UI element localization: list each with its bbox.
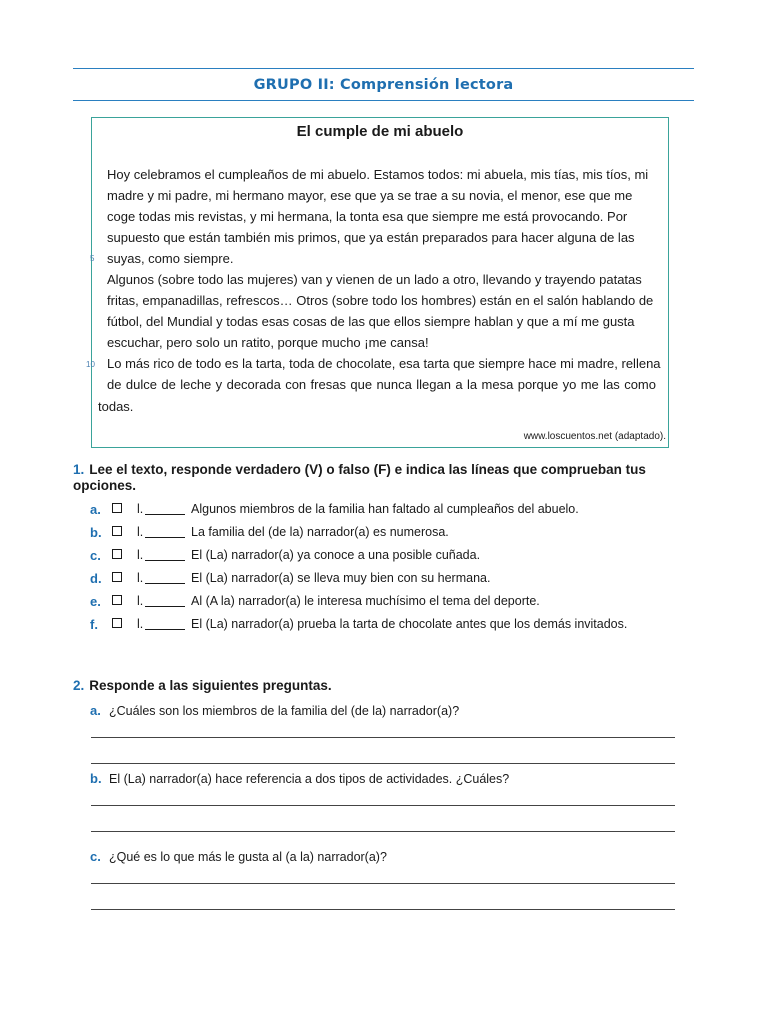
header-top-rule [73, 68, 694, 69]
passage-line: madre y mi padre, mi hermano mayor, ese que ya se trae a su novia, el menor, ese que me [107, 188, 633, 203]
item-letter: e. [90, 594, 101, 609]
answer-line[interactable] [91, 883, 675, 884]
passage-line: Algunos (sobre todo las mujeres) van y vienen de un lado a otro, llevando y trayendo patatas [107, 272, 642, 287]
item-letter: d. [90, 571, 102, 586]
passage-line: todas. [98, 399, 134, 414]
answer-line[interactable] [91, 805, 675, 806]
question-prompt: ¿Qué es lo que más le gusta al (a la) narrador(a)? [109, 850, 387, 864]
question-prompt: El (La) narrador(a) hace referencia a dos tipos de actividades. ¿Cuáles? [109, 772, 510, 786]
answer-line[interactable] [91, 737, 675, 738]
answer-checkbox[interactable] [112, 526, 122, 536]
line-number: 10 [86, 360, 95, 369]
item-letter: a. [90, 703, 101, 718]
item-statement: El (La) narrador(a) prueba la tarta de chocolate antes que los demás invitados. [191, 617, 628, 631]
answer-checkbox[interactable] [112, 572, 122, 582]
line-ref-label: l. [137, 617, 144, 631]
answer-checkbox[interactable] [112, 595, 122, 605]
item-letter: a. [90, 502, 101, 517]
header-bottom-rule [73, 100, 694, 101]
question-text: Responde a las siguientes preguntas. [89, 678, 332, 693]
passage-line: escuchar, pero solo un ratito, porque mucho ¡me cansa! [107, 335, 429, 350]
answer-checkbox[interactable] [112, 618, 122, 628]
item-letter: f. [90, 617, 98, 632]
item-statement: El (La) narrador(a) se lleva muy bien con su hermana. [191, 571, 491, 585]
item-letter: c. [90, 849, 101, 864]
item-statement: El (La) narrador(a) ya conoce a una posible cuñada. [191, 548, 481, 562]
passage-line: Lo más rico de todo es la tarta, toda de chocolate, esa tarta que siempre hace mi madre, rellena [107, 356, 661, 371]
line-ref-label: l. [137, 525, 144, 539]
line-ref-blank[interactable] [145, 537, 185, 538]
line-ref-blank[interactable] [145, 514, 185, 515]
source-credit: www.loscuentos.net (adaptado). [523, 431, 666, 442]
line-number: 5 [90, 254, 95, 263]
item-statement: La familia del (de la) narrador(a) es numerosa. [191, 525, 449, 539]
line-ref-blank[interactable] [145, 629, 185, 630]
line-ref-label: l. [137, 594, 144, 608]
question-number: 2. [73, 678, 85, 693]
line-ref-blank[interactable] [145, 606, 185, 607]
line-ref-blank[interactable] [145, 560, 185, 561]
section-title: GRUPO II: Comprensión lectora [253, 77, 514, 93]
passage-line: de dulce de leche y decorada con fresas que nunca llegan a la mesa porque yo me las como [107, 377, 656, 392]
story-title: El cumple de mi abuelo [296, 123, 464, 140]
answer-checkbox[interactable] [112, 549, 122, 559]
question-number: 1. [73, 462, 85, 477]
passage-line: supuesto que están también mis primos, que ya están preparados para hacer alguna de las [107, 230, 635, 245]
line-ref-label: l. [137, 502, 144, 516]
open-question [90, 703, 459, 718]
item-letter: b. [90, 525, 102, 540]
passage-line: fritas, empanadillas, refrescos… Otros (sobre todo los hombres) están en el salón hablando de [107, 293, 654, 308]
item-letter: c. [90, 548, 101, 563]
line-ref-blank[interactable] [145, 583, 185, 584]
passage-line: suyas, como siempre. [107, 251, 234, 266]
item-statement: Algunos miembros de la familia han faltado al cumpleaños del abuelo. [191, 502, 579, 516]
question-2-heading [73, 678, 673, 694]
answer-line[interactable] [91, 763, 675, 764]
reading-passage-box [91, 117, 669, 448]
passage-line: Hoy celebramos el cumpleaños de mi abuelo. Estamos todos: mi abuela, mis tías, mis tíos, mi [107, 167, 649, 182]
passage-line: fútbol, del Mundial y todas esas cosas de las que ellos siempre hablan y que a mí me gusta [107, 314, 635, 329]
question-prompt: ¿Cuáles son los miembros de la familia del (de la) narrador(a)? [109, 704, 460, 718]
item-statement: Al (A la) narrador(a) le interesa muchísimo el tema del deporte. [191, 594, 540, 608]
answer-checkbox[interactable] [112, 503, 122, 513]
item-letter: b. [90, 771, 102, 786]
open-question [90, 849, 387, 864]
open-question [90, 771, 509, 786]
line-ref-label: l. [137, 571, 144, 585]
answer-line[interactable] [91, 831, 675, 832]
line-ref-label: l. [137, 548, 144, 562]
answer-line[interactable] [91, 909, 675, 910]
passage-line: coge todas mis revistas, y mi hermana, la tonta esa que siempre me está provocando. Por [107, 209, 628, 224]
question-1-heading [73, 462, 673, 494]
question-text: Lee el texto, responde verdadero (V) o falso (F) e indica las líneas que comprueban tus opciones. [73, 462, 646, 493]
